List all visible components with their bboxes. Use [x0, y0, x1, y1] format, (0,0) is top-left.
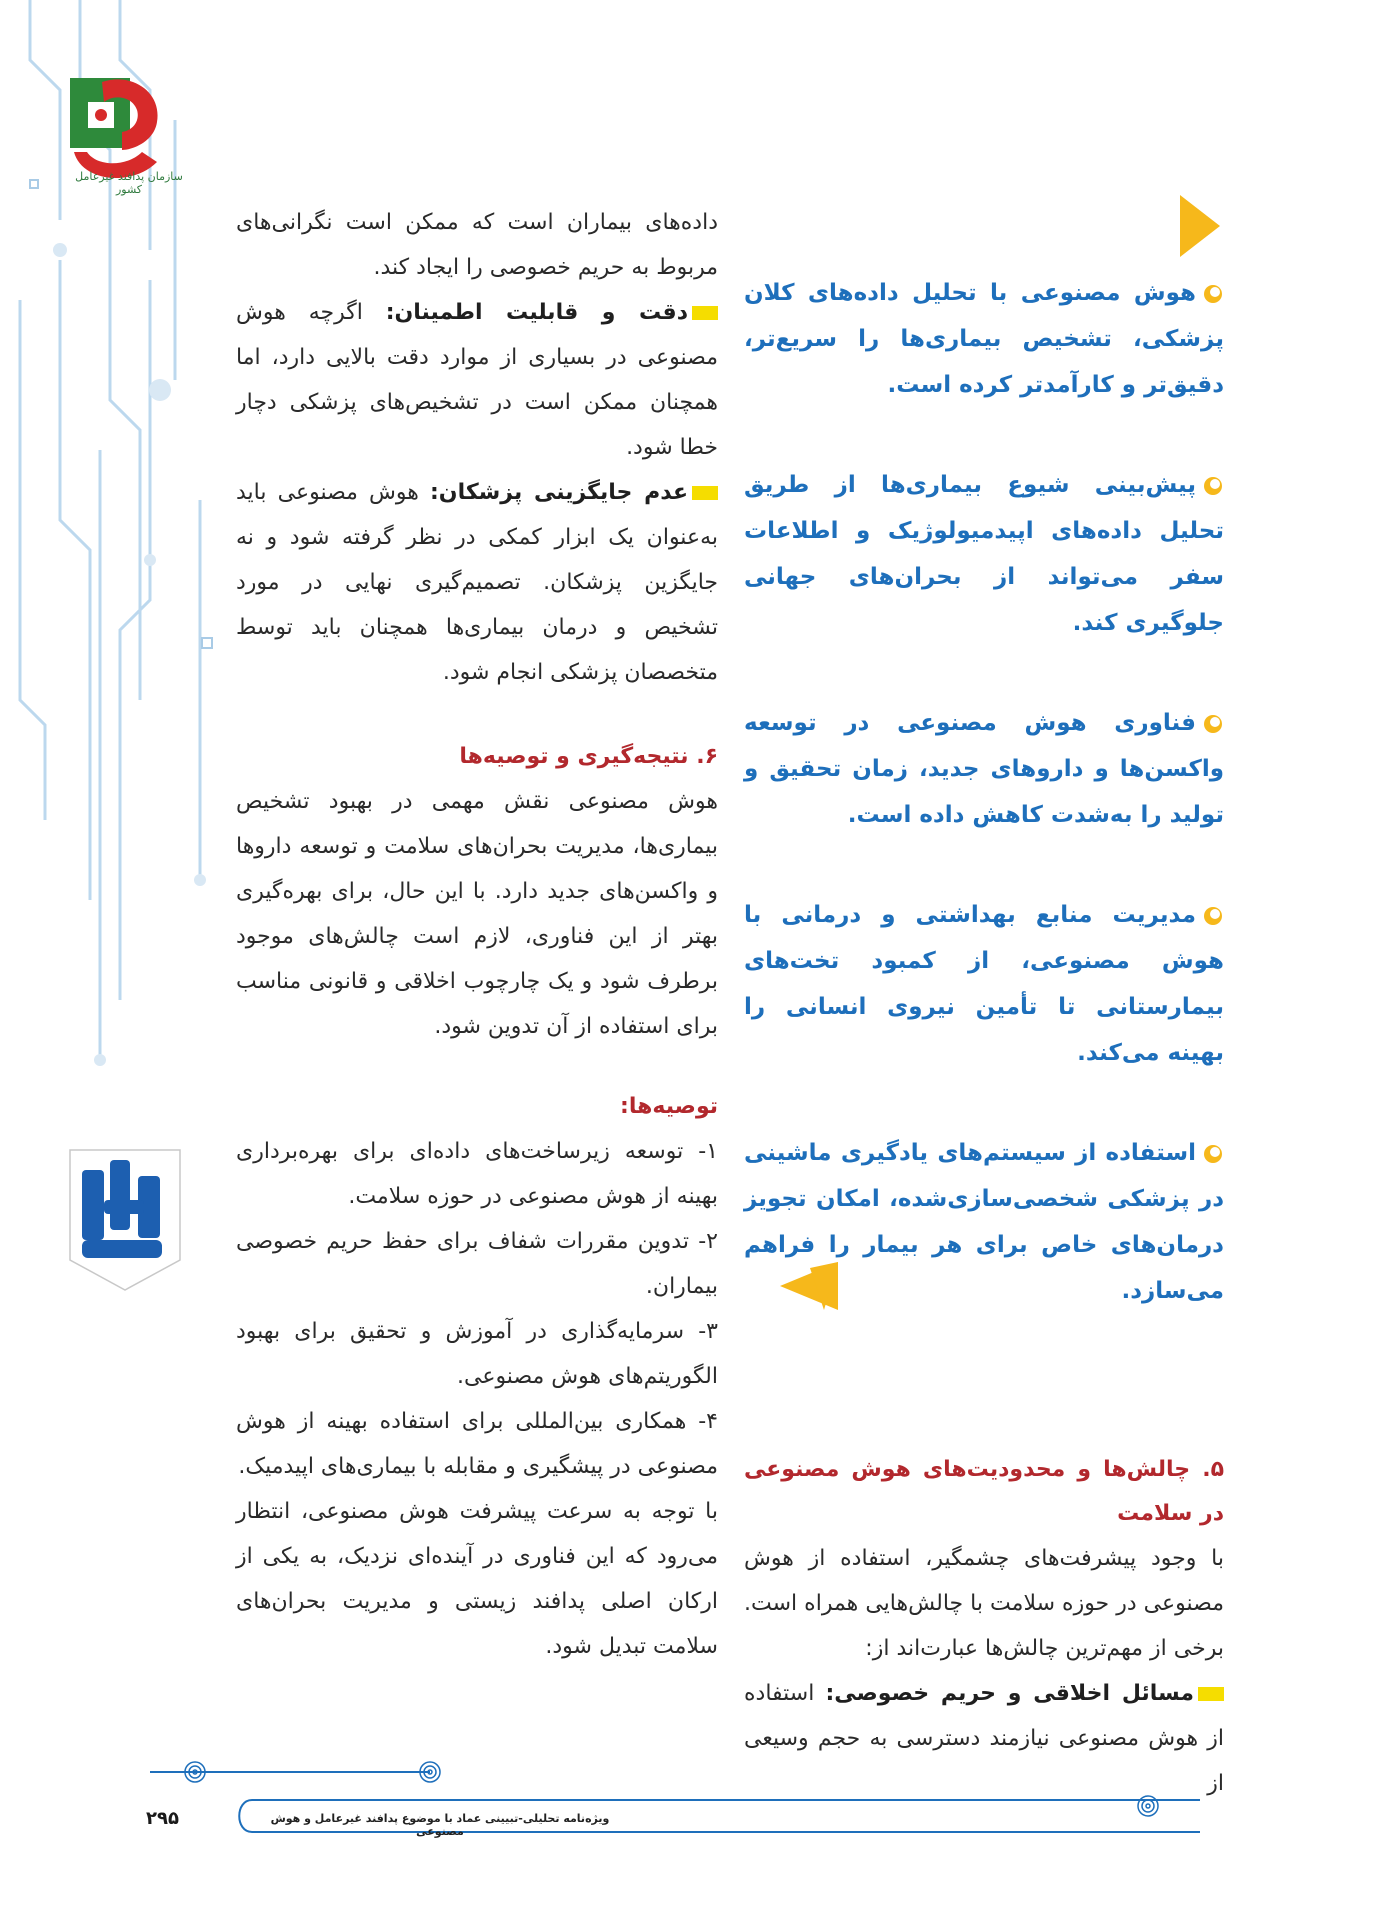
paragraph-privacy-continued: داده‌های بیماران است که ممکن است نگرانی‌های مربوط به حریم خصوصی را ایجاد کند. — [236, 210, 718, 280]
footer-title: ویژه‌نامه تحلیلی-تبیینی عماد با موضوع پدافند غیرعامل و هوش مصنوعی — [270, 1812, 610, 1838]
left-column — [236, 200, 718, 1669]
highlight-item: هوش مصنوعی با تحلیل داده‌های کلان پزشکی، تشخیص بیماری‌ها را سریع‌تر، دقیق‌تر و کارآمدتر کرده است. — [744, 280, 1224, 398]
bullet-icon — [1202, 283, 1224, 305]
text-replacement: هوش مصنوعی باید به‌عنوان یک ابزار کمکی در نظر گرفته شود و نه جایگزین پزشکان. تصمیم‌گیری نهایی در مورد تشخیص و درمان بیماری‌ها همچنان باید توسط متخصصان پزشکی انجام شود. — [236, 480, 718, 685]
highlight-item: پیش‌بینی شیوع بیماری‌ها از طریق تحلیل داده‌های اپیدمیولوژیک و اطلاعات سفر می‌تواند از بحران‌های جهانی جلوگیری کند. — [744, 472, 1224, 636]
yellow-marker — [692, 486, 718, 500]
heading-section-5: ۵. چالش‌ها و محدودیت‌های هوش مصنوعی در سلامت — [744, 1457, 1224, 1526]
paragraph-closing: با توجه به سرعت پیشرفت هوش مصنوعی، انتظار می‌رود که این فناوری در آینده‌ای نزدیک، به یکی از ارکان اصلی پدافند زیستی و مدیریت بحران‌های سلامت تبدیل شود. — [236, 1499, 718, 1659]
logo-caption: سازمان پدافند غیرعامل کشور — [75, 170, 183, 196]
highlight-item: مدیریت منابع بهداشتی و درمانی با هوش مصنوعی، از کمبود تخت‌های بیمارستانی تا تأمین نیروی انسانی را بهینه می‌کند. — [744, 902, 1224, 1066]
text-accuracy: اگرچه هوش مصنوعی در بسیاری از موارد دقت بالایی دارد، اما همچنان ممکن است در تشخیص‌های پزشکی دچار خطا شود. — [236, 300, 718, 460]
recommendation-2: ۲- تدوین مقررات شفاف برای حفظ حریم خصوصی بیماران. — [236, 1229, 718, 1299]
page-number: ۲۹۵ — [146, 1808, 179, 1829]
recommendation-4: ۴- همکاری بین‌المللی برای استفاده بهینه از هوش مصنوعی در پیشگیری و مقابله با بیماری‌های اپیدمیک. — [236, 1409, 718, 1479]
yellow-marker — [1198, 1687, 1224, 1701]
bullet-icon — [1202, 713, 1224, 735]
right-column — [744, 270, 1224, 1806]
highlight-item: استفاده از سیستم‌های یادگیری ماشینی در پزشکی شخصی‌سازی‌شده، امکان تجویز درمان‌های خاص برای هر بیمار را فراهم می‌سازد. — [744, 1140, 1224, 1304]
paragraph-replacement — [236, 470, 718, 695]
text-ethics: استفاده از هوش مصنوعی نیازمند دسترسی به حجم وسیعی از — [744, 1681, 1224, 1796]
term-replacement: عدم جایگزینی پزشکان: — [430, 480, 688, 505]
heading-recommendations: توصیه‌ها: — [620, 1094, 718, 1119]
term-ethics: مسائل اخلاقی و حریم خصوصی: — [825, 1681, 1194, 1706]
highlight-item: فناوری هوش مصنوعی در توسعه واکسن‌ها و داروهای جدید، زمان تحقیق و تولید را به‌شدت کاهش داده است. — [744, 710, 1224, 828]
bullet-icon — [1202, 1143, 1224, 1165]
yellow-marker — [692, 306, 718, 320]
recommendation-3: ۳- سرمایه‌گذاری در آموزش و تحقیق برای بهبود الگوریتم‌های هوش مصنوعی. — [236, 1319, 718, 1389]
paragraph-challenges-intro: با وجود پیشرفت‌های چشمگیر، استفاده از هوش مصنوعی در حوزه سلامت با چالش‌هایی همراه است. برخی از مهم‌ترین چالش‌ها عبارت‌اند از: — [744, 1546, 1224, 1661]
bullet-icon — [1202, 475, 1224, 497]
bullet-icon — [1202, 905, 1224, 927]
term-accuracy: دقت و قابلیت اطمینان: — [385, 300, 688, 325]
emad-logo — [60, 1140, 190, 1300]
paragraph-accuracy — [236, 290, 718, 470]
footer-decoration — [140, 1760, 1240, 1860]
heading-section-6: ۶. نتیجه‌گیری و توصیه‌ها — [459, 744, 718, 769]
triangle-marker-top — [1180, 195, 1220, 257]
paragraph-conclusion: هوش مصنوعی نقش مهمی در بهبود تشخیص بیماری‌ها، مدیریت بحران‌های سلامت و توسعه داروها و واکسن‌های جدید دارد. با این حال، برای بهره‌گیری بهتر از این فناوری، لازم است چالش‌های موجود برطرف شود و یک چارچوب اخلاقی و قانونی مناسب برای استفاده از آن تدوین شود. — [236, 789, 718, 1039]
recommendation-1: ۱- توسعه زیرساخت‌های داده‌ای برای بهره‌برداری بهینه از هوش مصنوعی در حوزه سلامت. — [236, 1139, 718, 1209]
